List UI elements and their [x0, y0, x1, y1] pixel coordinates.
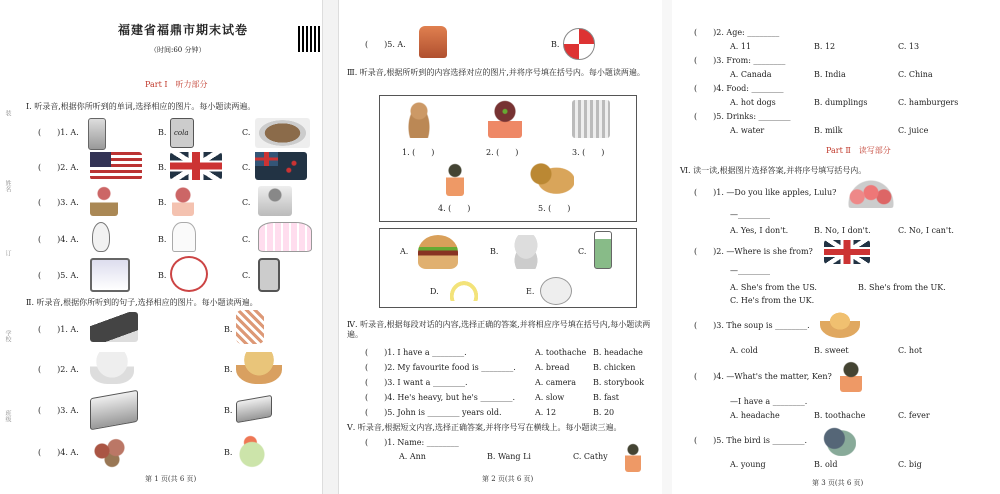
- exam-title: 福建省福鼎市期末试卷: [118, 23, 249, 37]
- meat-food-icon: [90, 434, 130, 468]
- australia-flag-icon: [255, 152, 307, 180]
- option-label: B.: [158, 128, 167, 137]
- hand-icon: [172, 222, 196, 252]
- option-label: B. 12: [814, 42, 836, 51]
- scarf-icon: [236, 310, 264, 344]
- question-text: ( )4. He's heavy, but he's ________.: [365, 393, 516, 402]
- kitchen-scene-icon: [572, 100, 610, 138]
- page-footer: 第 2 页(共 6 页): [482, 475, 534, 483]
- option-label: C. 13: [898, 42, 920, 51]
- option-label: C.: [242, 271, 251, 280]
- section-4-instruction: Ⅳ. 听录音,根据每段对话的内容,选择正确的答案,并将相应序号填在括号内,每小题读两遍。: [347, 320, 651, 339]
- question-text: ( )2. Age: ________: [694, 28, 780, 37]
- qr-code-icon: [298, 26, 320, 52]
- answer-blank: —I have a ________.: [730, 397, 808, 406]
- page-footer: 第 1 页(共 6 页): [145, 475, 197, 483]
- hands-icon: [258, 222, 312, 252]
- cola-label: cola: [174, 129, 189, 137]
- option-label: A. Canada: [730, 70, 772, 79]
- option-label: A. headache: [730, 411, 780, 420]
- question-text: ( )5. The bird is ________.: [694, 436, 808, 445]
- lion-icon: [530, 162, 574, 196]
- margin-label: 班级: [4, 410, 11, 422]
- glass-icon: [88, 118, 106, 150]
- bird-icon: [820, 424, 856, 456]
- page-footer: 第 3 页(共 6 页): [812, 479, 864, 487]
- picture-label: 4. ( ): [438, 204, 471, 213]
- ear-icon: [92, 222, 110, 252]
- option-label: C. Cathy: [573, 452, 608, 461]
- option-label: B. chicken: [593, 363, 636, 372]
- apples-icon: [848, 180, 894, 208]
- exam-page-1: [0, 0, 322, 494]
- soup-bowl-icon: [820, 312, 860, 338]
- section-3-instruction: Ⅲ. 听录音,根据所听到的内容选择对应的图片,并将序号填在括号内。每小题读两遍。: [347, 68, 645, 77]
- option-label: B. old: [814, 460, 838, 469]
- margin-label: 学校: [4, 330, 11, 342]
- girl-icon: [172, 186, 194, 216]
- option-label: B. toothache: [814, 411, 866, 420]
- option-label: C.: [242, 128, 251, 137]
- answer-blank: —________: [730, 210, 770, 219]
- question-number: ( )2. A.: [38, 163, 79, 172]
- monkey-icon: [406, 102, 432, 138]
- question-text: ( )3. From: ________: [694, 56, 786, 65]
- option-label: A. Ann: [399, 452, 426, 461]
- big-box-icon: [90, 390, 138, 430]
- option-label: B.: [158, 198, 167, 207]
- option-label: B.: [551, 40, 560, 49]
- question-number: ( )2. A.: [38, 365, 79, 374]
- margin-label: 装: [4, 110, 11, 116]
- option-label: A. water: [730, 126, 765, 135]
- alarm-clock-icon: [170, 256, 208, 292]
- rice-bowl-icon: [90, 352, 134, 384]
- ball-icon: [563, 28, 595, 60]
- option-label: B.: [224, 365, 233, 374]
- option-label: B.: [224, 325, 233, 334]
- exam-time: （时间:60 分钟）: [150, 46, 206, 54]
- picture-label: 1. ( ): [402, 148, 435, 157]
- boy-icon: [840, 360, 862, 392]
- option-label: B. Wang Li: [487, 452, 531, 461]
- option-label: A. hot dogs: [730, 98, 776, 107]
- option-label: A. cold: [730, 346, 758, 355]
- student-at-desk-icon: [90, 186, 118, 216]
- option-label: A. She's from the US.: [730, 283, 817, 292]
- question-text: ( )5. Drinks: ________: [694, 112, 791, 121]
- question-number: ( )1. A.: [38, 128, 79, 137]
- picture-box-1: [379, 95, 637, 222]
- option-label: B. sweet: [814, 346, 849, 355]
- option-label: B.: [158, 163, 167, 172]
- option-label: B. India: [814, 70, 846, 79]
- picture-label: B.: [490, 247, 499, 256]
- option-label: B. headache: [593, 348, 643, 357]
- picture-label: 5. ( ): [538, 204, 571, 213]
- picture-label: 2. ( ): [486, 148, 519, 157]
- girl-icon: [446, 162, 464, 196]
- option-label: C. juice: [898, 126, 929, 135]
- option-label: B.: [224, 448, 233, 457]
- question-text: ( )4. Food: ________: [694, 84, 784, 93]
- margin-label: 订: [4, 250, 11, 256]
- small-box-icon: [236, 395, 272, 423]
- option-label: C. hamburgers: [898, 98, 959, 107]
- option-label: B.: [158, 235, 167, 244]
- option-label: A. 11: [730, 42, 752, 51]
- dumplings-icon: [506, 235, 546, 269]
- picture-label: D.: [430, 287, 439, 296]
- option-label: C.: [242, 163, 251, 172]
- option-label: B. No, I don't.: [814, 226, 871, 235]
- uk-flag-icon: [170, 152, 222, 180]
- us-flag-icon: [90, 152, 142, 180]
- option-label: C. fever: [898, 411, 930, 420]
- option-label: B. She's from the UK.: [858, 283, 946, 292]
- part-2-heading: Part Ⅱ 读写部分: [826, 146, 891, 155]
- watch-icon: [258, 258, 280, 292]
- option-label: C. big: [898, 460, 922, 469]
- picture-label: A.: [400, 247, 409, 256]
- page-spine: [662, 0, 672, 494]
- option-label: B.: [224, 406, 233, 415]
- question-text: ( )3. The soup is ________.: [694, 321, 810, 330]
- picture-label: C.: [578, 247, 587, 256]
- picture-box-2: [379, 228, 637, 308]
- girl-icon: [625, 442, 641, 472]
- option-label: A. camera: [535, 378, 577, 387]
- picture-label: E.: [526, 287, 535, 296]
- vegetable-icon: [236, 434, 268, 468]
- egg-icon: [540, 277, 572, 305]
- question-text: ( )4. —What's the matter, Ken?: [694, 372, 832, 381]
- juice-glass-icon: [594, 231, 612, 269]
- option-label: A. slow: [535, 393, 565, 402]
- question-number: ( )3. A.: [38, 406, 79, 415]
- exam-page-2: [337, 0, 662, 494]
- question-text: ( )1. Name: ________: [365, 438, 459, 447]
- question-text: ( )3. I want a ________.: [365, 378, 468, 387]
- option-label: C. China: [898, 70, 933, 79]
- section-2-instruction: Ⅱ. 听录音,根据你所听到的句子,选择相应的图片。每小题读两遍。: [26, 298, 258, 307]
- question-number: ( )4. A.: [38, 448, 79, 457]
- part-1-heading: Part Ⅰ 听力部分: [145, 80, 208, 89]
- question-number: ( )5. A.: [38, 271, 79, 280]
- noodle-bowl-icon: [236, 352, 282, 384]
- question-text: ( )1. I have a ________.: [365, 348, 467, 357]
- section-5-instruction: Ⅴ. 听录音,根据短文内容,选择正确答案,并将序号写在横线上。每小题读三遍。: [347, 423, 622, 432]
- hamburger-icon: [418, 235, 458, 269]
- picture-label: 3. ( ): [572, 148, 605, 157]
- option-label: A. 12: [535, 408, 557, 417]
- option-label: B. 20: [593, 408, 615, 417]
- uk-flag-icon: [824, 240, 870, 264]
- binding-margin: [0, 90, 16, 470]
- option-label: A. bread: [535, 363, 570, 372]
- option-label: B. milk: [814, 126, 843, 135]
- option-label: B.: [158, 271, 167, 280]
- option-label: C. He's from the UK.: [730, 296, 815, 305]
- margin-label: 姓名: [4, 180, 11, 192]
- bananas-icon: [446, 277, 482, 301]
- option-label: C. hot: [898, 346, 923, 355]
- question-number: ( )1. A.: [38, 325, 79, 334]
- option-label: A. Yes, I don't.: [730, 226, 789, 235]
- option-label: A. toothache: [535, 348, 587, 357]
- answer-blank: —________: [730, 266, 770, 275]
- question-number: ( )4. A.: [38, 235, 79, 244]
- section-1-instruction: Ⅰ. 听录音,根据你所听到的单词,选择相应的图片。每小题读两遍。: [26, 102, 256, 111]
- option-label: C.: [242, 235, 251, 244]
- exam-page-3: [672, 0, 1000, 494]
- option-label: A. young: [730, 460, 766, 469]
- roast-chicken-icon: [255, 118, 310, 148]
- cola-can-icon: [170, 118, 194, 148]
- question-text: ( )2. —Where is she from?: [694, 247, 813, 256]
- computer-icon: [90, 258, 130, 292]
- person-icon: [258, 186, 292, 216]
- option-label: B. fast: [593, 393, 620, 402]
- option-label: C.: [242, 198, 251, 207]
- question-number: ( )3. A.: [38, 198, 79, 207]
- option-label: B. storybook: [593, 378, 645, 387]
- option-label: B. dumplings: [814, 98, 868, 107]
- sneaker-icon: [90, 312, 138, 342]
- question-text: ( )5. John is ________ years old.: [365, 408, 502, 417]
- section-6-instruction: Ⅵ. 读一读,根据图片选择答案,并将序号填写括号内。: [680, 166, 867, 175]
- question-text: ( )1. —Do you like apples, Lulu?: [694, 188, 837, 197]
- boy-icon: [488, 100, 522, 138]
- option-label: C. No, I can't.: [898, 226, 954, 235]
- question-number: ( )5. A.: [365, 40, 406, 49]
- backpack-icon: [419, 26, 447, 58]
- question-text: ( )2. My favourite food is ________.: [365, 363, 516, 372]
